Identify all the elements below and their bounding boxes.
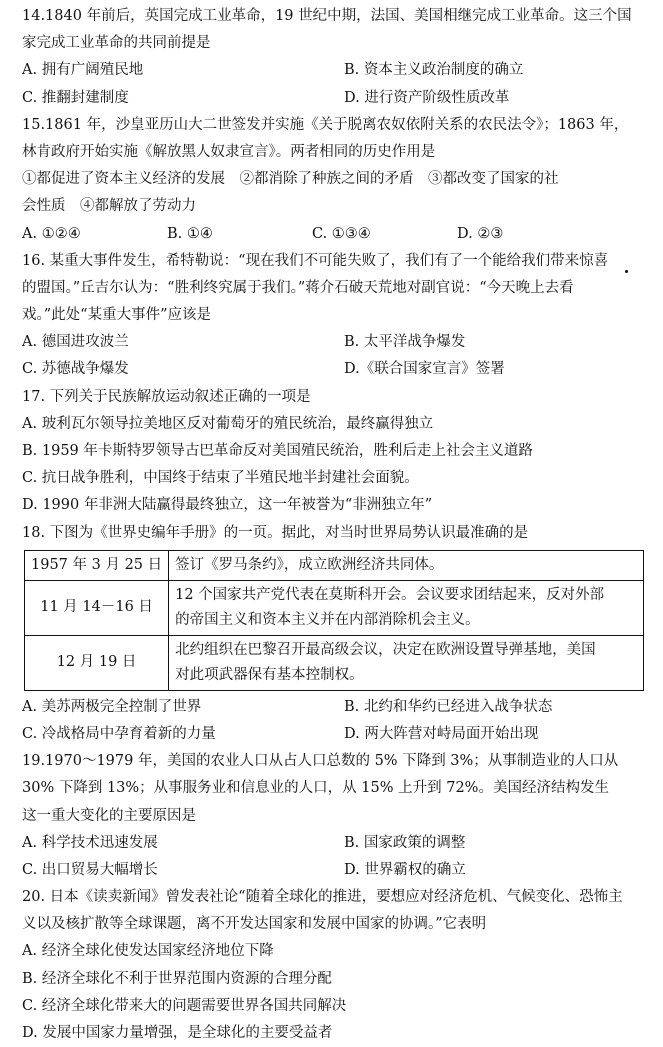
option-c: C. 推翻封建制度 [22, 89, 129, 106]
question-16-options [22, 356, 652, 383]
option-b: B. 资本主义政治制度的确立 [344, 62, 524, 79]
stray-dot [625, 270, 628, 273]
question-15-stem: 会性质 ④都解放了劳动力 [22, 198, 196, 215]
question-19-options [22, 830, 652, 857]
question-18-stem: 18. 下图为《世界史编年手册》的一页。据此，对当时世界局势认识最准确的是 [22, 524, 529, 541]
option-b: B. 经济全球化不利于世界范围内资源的合理分配 [22, 970, 332, 987]
question-18-options [22, 694, 652, 721]
question-17-stem: 17. 下列关于民族解放运动叙述正确的一项是 [22, 388, 311, 405]
question-18-options [22, 721, 652, 748]
chronology-table [24, 550, 644, 691]
question-20 [22, 884, 652, 1047]
option-d: D. 世界霸权的确立 [344, 861, 466, 878]
question-19 [22, 748, 652, 884]
question-14-stem: 家完成工业革命的共同前提是 [22, 35, 211, 52]
question-19-stem: 这一重大变化的主要原因是 [22, 807, 196, 824]
table-row [25, 550, 644, 580]
option-d: D. 发展中国家力量增强，是全球化的主要受益者 [22, 1025, 333, 1041]
question-18 [22, 520, 652, 749]
question-15 [22, 112, 652, 248]
option-a: A. 拥有广阔殖民地 [22, 62, 144, 79]
event-text: 的帝国主义和资本主义并在内部消除机会主义。 [175, 611, 480, 628]
question-16-stem: 16. 某重大事件发生，希特勒说：“现在我们不可能失败了，我们有了一个能给我们带来惊喜 [22, 252, 609, 269]
question-15-stem: 林肯政府开始实施《解放黑人奴隶宣言》。两者相同的历史作用是 [22, 143, 436, 160]
question-14-options [22, 85, 652, 112]
option-b: B. 太平洋战争爆发 [344, 334, 466, 351]
question-19-stem: 19.1970～1979 年，美国的农业人口从占人口总数的 5% 下降到 3%；从事制造业的人口从 [22, 753, 619, 770]
option-b: B. ①④ [167, 225, 213, 242]
table-cell-event [169, 580, 644, 635]
option-c: C. 冷战格局中孕育着新的力量 [22, 725, 216, 742]
question-16-stem: 戏。”此处“某重大事件”应该是 [22, 307, 211, 324]
event-text: 12 个国家共产党代表在莫斯科开会。会议要求团结起来，反对外部 [175, 586, 605, 603]
question-15-stem: ①都促进了资本主义经济的发展 ②都消除了种族之间的矛盾 ③都改变了国家的社 [22, 171, 559, 188]
question-14-options [22, 57, 652, 84]
option-d: D. 1990 年非洲大陆赢得最终独立，这一年被誉为“非洲独立年” [22, 497, 433, 514]
table-row [25, 580, 644, 635]
question-14 [22, 3, 652, 112]
question-20-stem: 20. 日本《读卖新闻》曾发表社论“随着全球化的推进，要想应对经济危机、气候变化、恐怖主 [22, 889, 623, 906]
option-c: C. 抗日战争胜利，中国终于结束了半殖民地半封建社会面貌。 [22, 470, 419, 487]
option-d: D. ②③ [457, 225, 504, 242]
question-19-stem: 30% 下降到 13%；从事服务业和信息业的人口，从 15% 上升到 72%。美国经济结构发生 [22, 780, 609, 797]
option-a: A. ①②④ [22, 225, 81, 242]
question-19-options [22, 857, 652, 884]
option-a: A. 玻利瓦尔领导拉美地区反对葡萄牙的殖民统治，最终赢得独立 [22, 415, 434, 432]
table-cell-event [169, 635, 644, 690]
option-c: C. ①③④ [312, 225, 371, 242]
question-16 [22, 248, 652, 384]
question-20-stem: 义以及核扩散等全球课题，离不开发达国家和发展中国家的协调。”它表明 [22, 916, 487, 933]
option-d: D. 两大阵营对峙局面开始出现 [344, 725, 539, 742]
event-text: 北约组织在巴黎召开最高级会议，决定在欧洲设置导弹基地，美国 [175, 641, 596, 658]
table-cell-date: 11 月 14－16 日 [25, 580, 169, 635]
question-15-options [22, 221, 652, 248]
table-row [25, 635, 644, 690]
option-a: A. 科学技术迅速发展 [22, 834, 158, 851]
option-d: D.《联合国家宣言》签署 [344, 361, 505, 378]
table-cell-event: 签订《罗马条约》，成立欧洲经济共同体。 [169, 550, 644, 580]
question-17 [22, 384, 652, 520]
option-b: B. 国家政策的调整 [344, 834, 466, 851]
table-cell-date: 1957 年 3 月 25 日 [25, 550, 169, 580]
question-14-stem: 14.1840 年前后，英国完成工业革命，19 世纪中期，法国、美国相继完成工业革命。这三个国 [22, 8, 632, 24]
option-a: A. 经济全球化使发达国家经济地位下降 [22, 943, 274, 960]
event-text: 对此项武器保有基本控制权。 [175, 666, 364, 683]
table-cell-date: 12 月 19 日 [25, 635, 169, 690]
option-b: B. 1959 年卡斯特罗领导古巴革命反对美国殖民统治，胜利后走上社会主义道路 [22, 443, 533, 459]
option-c: C. 苏德战争爆发 [22, 361, 129, 378]
question-16-stem: 的盟国。”丘吉尔认为：“胜利终究属于我们。”蒋介石破天荒地对副官说：“今天晚上去看 [22, 279, 574, 296]
question-15-stem: 15.1861 年，沙皇亚历山大二世签发并实施《关于脱离农奴依附关系的农民法令》；1863 年， [22, 116, 629, 133]
option-b: B. 北约和华约已经进入战争状态 [344, 698, 553, 715]
exam-page [22, 3, 652, 1047]
option-a: A. 美苏两极完全控制了世界 [22, 698, 202, 715]
option-c: C. 经济全球化带来大的问题需要世界各国共同解决 [22, 997, 347, 1014]
question-16-options [22, 329, 652, 356]
option-d: D. 进行资产阶级性质改革 [344, 89, 510, 106]
option-a: A. 德国进攻波兰 [22, 334, 129, 351]
option-c: C. 出口贸易大幅增长 [22, 861, 158, 878]
